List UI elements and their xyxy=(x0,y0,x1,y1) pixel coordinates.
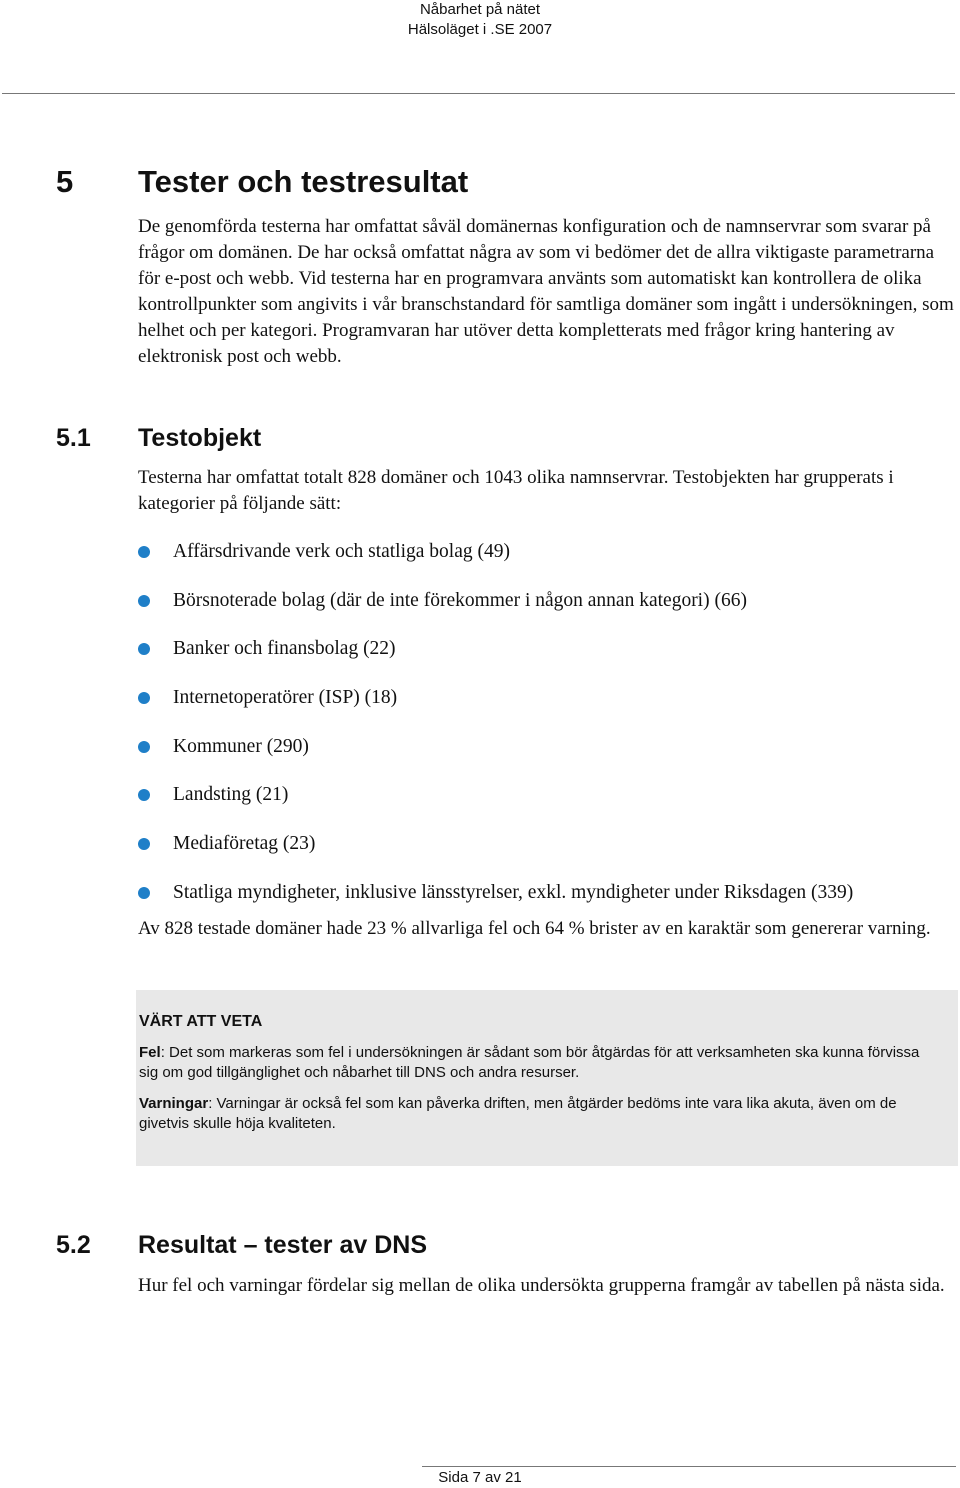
section-number: 5 xyxy=(56,164,74,199)
header-subtitle: Hälsoläget i .SE 2007 xyxy=(407,21,553,38)
page-number: Sida 7 av 21 xyxy=(438,1469,522,1486)
footer-divider xyxy=(422,1466,956,1467)
section-5-2-body: Hur fel och varningar fördelar sig mellan de olika undersökta grupperna framgår av tabellen på nästa sida. xyxy=(138,1275,945,1296)
fel-text: : Det som markeras som fel i undersökningen är sådant som bör åtgärdas för att verksamheten ska kunna förvissa sig om god tillgänglighet och nåbarhet till DNS och andra resurser. xyxy=(139,1044,920,1081)
list-item xyxy=(138,779,956,828)
list-item xyxy=(138,682,956,731)
section-5-1-summary: Av 828 testade domäner hade 23 % allvarliga fel och 64 % brister av en karaktär som genererar varning. xyxy=(138,918,931,939)
section-number: 5.2 xyxy=(56,1231,91,1259)
list-item xyxy=(138,828,956,877)
category-label: Landsting (21) xyxy=(173,784,289,806)
section-title: Tester och testresultat xyxy=(138,164,469,199)
category-label: Mediaföretag (23) xyxy=(173,833,316,855)
varningar-term: Varningar xyxy=(139,1095,209,1112)
info-callout xyxy=(136,990,958,1166)
category-list xyxy=(138,536,956,926)
category-label: Internetoperatörer (ISP) (18) xyxy=(173,687,398,709)
list-item xyxy=(138,536,956,585)
section-number: 5.1 xyxy=(56,424,91,452)
section-5-1-intro: Testerna har omfattat totalt 828 domäner och 1043 olika namnservrar. Testobjekten har grupperats i kategorier på följande sätt: xyxy=(138,467,894,514)
bullet-icon xyxy=(138,789,150,801)
bullet-icon xyxy=(138,643,150,655)
callout-title: VÄRT ATT VETA xyxy=(139,1013,263,1030)
category-label: Affärsdrivande verk och statliga bolag (49) xyxy=(173,541,510,562)
header-divider xyxy=(2,93,955,94)
page-header xyxy=(0,0,960,40)
category-label: Kommuner (290) xyxy=(173,735,309,757)
list-item xyxy=(138,731,956,780)
list-item xyxy=(138,585,956,634)
section-5-1-heading xyxy=(56,422,956,454)
section-title: Resultat – tester av DNS xyxy=(138,1231,428,1259)
category-label: Börsnoterade bolag (där de inte förekommer i någon annan kategori) (66) xyxy=(173,589,747,611)
section-5-2-heading xyxy=(56,1229,956,1261)
callout-fel-paragraph xyxy=(139,1043,939,1083)
bullet-icon xyxy=(138,741,150,753)
fel-term: Fel xyxy=(139,1044,161,1061)
section-5-body: De genomförda testerna har omfattat såväl domänernas konfiguration och de namnservrar som svarar på frågor om domänen. De har också omfattat några av som vi bedömer det de allra viktigaste parametrarna för e-post och webb. Vid testerna har en programvara använts som automatiskt kan kontrollera de olika kontrollpunkter som angivits i vår branschstandard för samtliga domäner som ingått i undersökningen, som helhet och per kategori. Programvaran har utöver detta kompletterats med frågor kring hantering av elektronisk post och webb. xyxy=(138,216,954,367)
bullet-icon xyxy=(138,546,150,558)
bullet-icon xyxy=(138,692,150,704)
list-item xyxy=(138,633,956,682)
section-title: Testobjekt xyxy=(138,424,262,452)
bullet-icon xyxy=(138,595,150,607)
varningar-text: : Varningar är också fel som kan påverka driften, men åtgärder bedöms inte vara lika akuta, även om de givetvis skulle höja kvaliteten. xyxy=(139,1095,897,1132)
header-title: Nåbarhet på nätet xyxy=(419,1,541,18)
callout-varningar-paragraph xyxy=(139,1094,939,1134)
category-label: Statliga myndigheter, inklusive länsstyrelser, exkl. myndigheter under Riksdagen (339) xyxy=(173,881,854,903)
category-label: Banker och finansbolag (22) xyxy=(173,638,396,660)
bullet-icon xyxy=(138,838,150,850)
bullet-icon xyxy=(138,887,150,899)
